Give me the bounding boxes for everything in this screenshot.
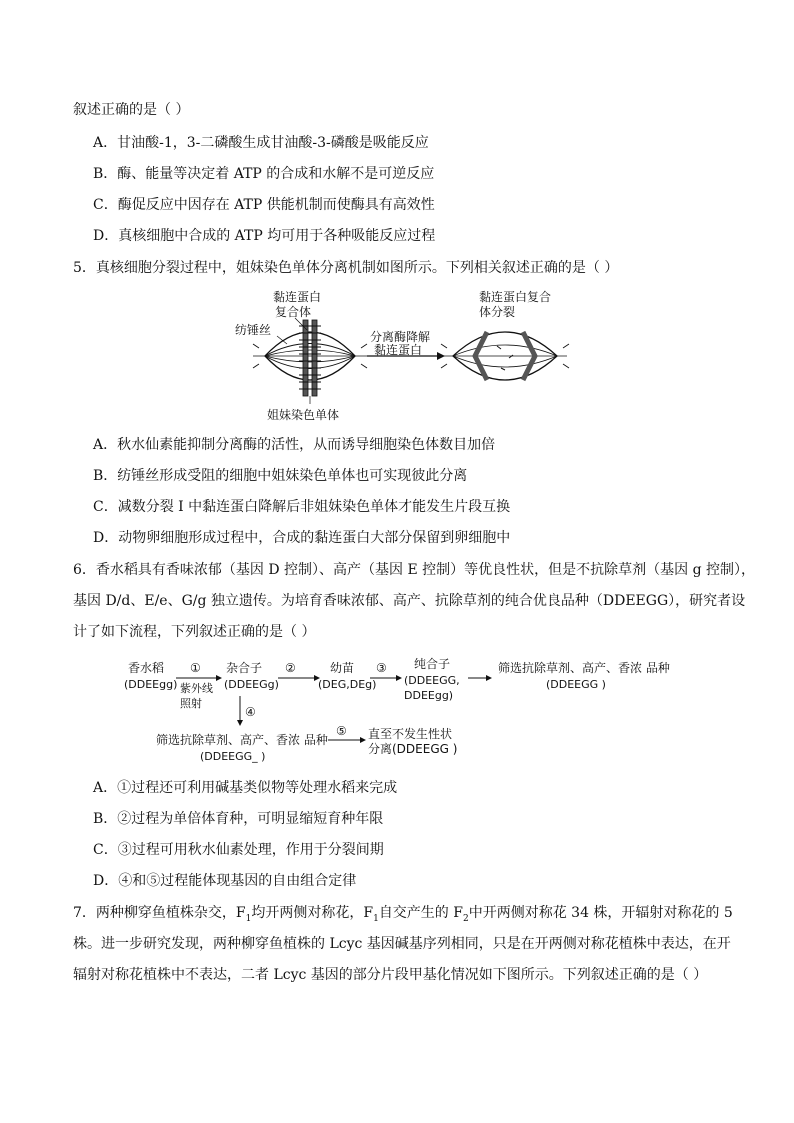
- step-4-label: ④: [245, 705, 256, 719]
- q5-option-a: A．秋水仙素能抑制分离酶的活性，从而诱导细胞染色体数目加倍: [93, 437, 496, 453]
- q6-option-b: B．②过程为单倍体育种，可明显缩短育种年限: [93, 811, 384, 827]
- q6-stem-line1: 6．香水稻具有香味浓郁（基因 D 控制）、高产（基因 E 控制）等优良性状，但是不抗除草剂（基因 g 控制），: [73, 562, 756, 578]
- q4-stem-tail: 叙述正确的是（ ）: [73, 102, 190, 118]
- q5-option-b: B．纺锤丝形成受阻的细胞中姐妹染色单体也可实现彼此分离: [93, 468, 468, 484]
- q5-chromatid-separation-diagram: [225, 286, 570, 426]
- cell-after-separation: [441, 332, 569, 380]
- q5-stem: 5．真核细胞分裂过程中，姐妹染色单体分离机制如图所示。下列相关叙述正确的是（ ）: [73, 260, 619, 276]
- node-heterozygote-genotype: (DDEEGg): [224, 678, 279, 691]
- q6-option-c: C．③过程可用秋水仙素处理，作用于分裂间期: [93, 842, 384, 858]
- q6-stem-line3: 计了如下流程，下列叙述正确的是（ ）: [73, 624, 316, 640]
- label-complex-split-line1: 黏连蛋白复合: [479, 290, 552, 304]
- node-until-stable-line2: 分离(DDEEGG ): [368, 742, 458, 756]
- label-cohesin-complex-line2: 复合体: [275, 305, 312, 319]
- label-arrow-line2: 黏连蛋白: [374, 343, 423, 357]
- node-select-variety-2: 筛选抗除草剂、高产、香浓 品种: [156, 733, 328, 747]
- node-fragrant-rice-genotype: (DDEEgg): [124, 678, 178, 691]
- node-select-variety-1: 筛选抗除草剂、高产、香浓 品种: [498, 661, 670, 675]
- q6-option-d: D．④和⑤过程能体现基因的自由组合定律: [93, 873, 357, 889]
- step-1-uv-line2: 照射: [180, 697, 202, 710]
- node-homozygote-genotype-line2: DDEEgg): [404, 689, 454, 702]
- node-homozygote-genotype-line1: (DDEEGG,: [404, 674, 460, 687]
- label-spindle: 纺锤丝: [235, 323, 272, 337]
- q7-stem-line1: 7．两种柳穿鱼植株杂交，$F_1$均开两侧对称花，$F_1$自交产生的 $F_2$中开两侧对称花 34 株，开辐射对称花的 5: [73, 905, 733, 924]
- step-2-label: ②: [285, 661, 296, 675]
- q7-stem-line2: 株。进一步研究发现，两种柳穿鱼植株的 Lcyc 基因碱基序列相同，只是在开两侧对称花植株中表达，在开: [73, 936, 731, 952]
- q6-stem-line2: 基因 D/d、E/e、G/g 独立遗传。为培育香味浓郁、高产、抗除草剂的纯合优良品种（DDEEGG），研究者设: [73, 593, 746, 609]
- node-select-variety-2-genotype: (DDEEGG_ ): [200, 750, 266, 763]
- label-complex-split-line2: 体分裂: [479, 305, 516, 319]
- q6-breeding-flowchart: [120, 654, 700, 769]
- node-heterozygote: 杂合子: [226, 661, 263, 675]
- label-sister-chromatids: 姐妹染色单体: [267, 408, 340, 422]
- node-seedling: 幼苗: [330, 661, 355, 675]
- q5-option-c: C．减数分裂 I 中黏连蛋白降解后非姐妹染色单体才能发生片段互换: [93, 499, 511, 515]
- q4-option-c: C．酶促反应中因存在 ATP 供能机制而使酶具有高效性: [93, 197, 435, 213]
- q4-option-a: A．甘油酸-1，3-二磷酸生成甘油酸-3-磷酸是吸能反应: [93, 135, 429, 151]
- q7-stem-line3: 辐射对称花植株中不表达，二者 Lcyc 基因的部分片段甲基化情况如下图所示。下列叙述正确的是（ ）: [73, 967, 708, 983]
- q4-option-b: B．酶、能量等决定着 ATP 的合成和水解不是可逆反应: [93, 166, 435, 182]
- node-homozygote: 纯合子: [414, 657, 451, 671]
- node-seedling-genotype: (DEG,DEg): [318, 678, 377, 691]
- node-select-variety-1-genotype: (DDEEGG ): [546, 678, 606, 691]
- step-1-uv-line1: 紫外线: [180, 682, 213, 695]
- label-arrow-line1: 分离酶降解: [370, 330, 431, 344]
- q5-option-d: D．动物卵细胞形成过程中，合成的黏连蛋白大部分保留到卵细胞中: [93, 530, 511, 546]
- node-until-stable-line1: 直至不发生性状: [368, 727, 453, 741]
- label-cohesin-complex-line1: 黏连蛋白: [273, 290, 322, 304]
- node-fragrant-rice: 香水稻: [128, 661, 165, 675]
- q4-option-d: D．真核细胞中合成的 ATP 均可用于各种吸能反应过程: [93, 228, 436, 244]
- step-5-label: ⑤: [336, 724, 347, 738]
- step-3-label: ③: [376, 661, 387, 675]
- q6-option-a: A．①过程还可利用碱基类似物等处理水稻来完成: [93, 780, 398, 796]
- step-1-label: ①: [190, 661, 201, 675]
